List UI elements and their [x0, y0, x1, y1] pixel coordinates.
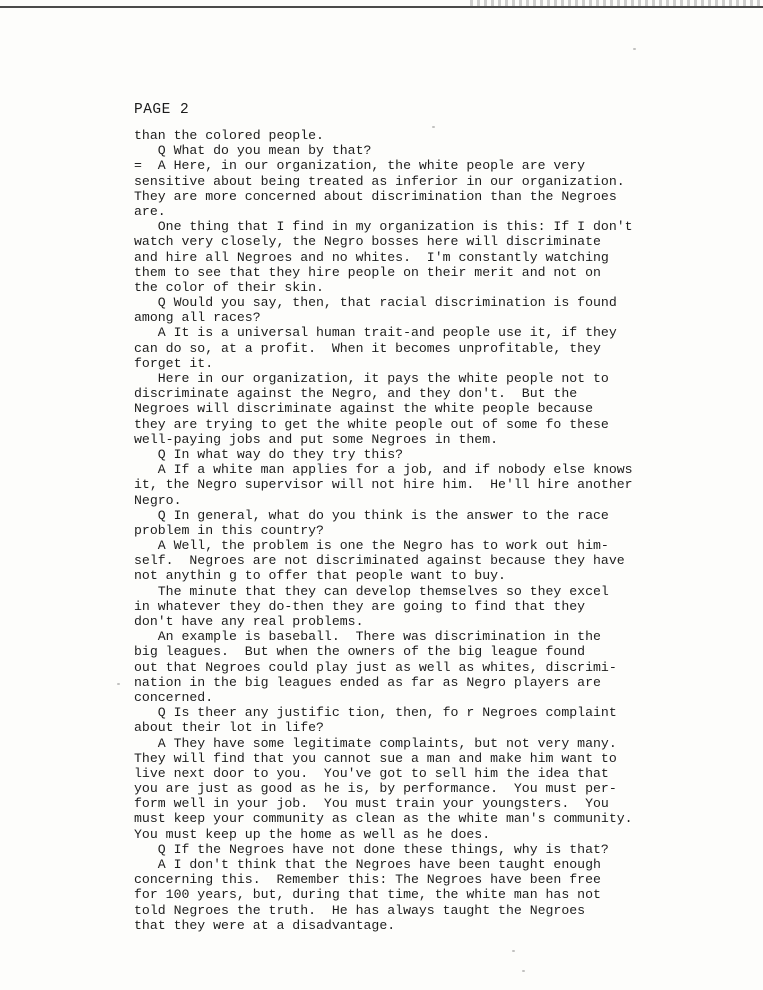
text-line: the color of their skin.: [134, 279, 324, 295]
text-line: told Negroes the truth. He has always taught the Negroes: [134, 902, 586, 918]
text-line: they are trying to get the white people out of some fo these: [134, 416, 609, 432]
text-line: Negroes will discriminate against the white people because: [134, 401, 593, 417]
text-line: big leagues. But when the owners of the big league found: [134, 644, 586, 660]
text-line: Q In general, what do you think is the answer to the race: [134, 507, 609, 523]
text-line: They will find that you cannot sue a man and make him want to: [134, 750, 617, 766]
text-line: One thing that I find in my organization is this: If I don't: [134, 219, 633, 235]
scan-speck: [633, 48, 636, 50]
scan-speck: [432, 126, 435, 128]
text-line: about their lot in life?: [134, 720, 324, 736]
text-line: Here in our organization, it pays the white people not to: [134, 371, 609, 386]
text-line: A I don't think that the Negroes have been taught enough: [134, 857, 601, 872]
text-line: that they were at a disadvantage.: [134, 917, 396, 933]
text-line: = A Here, in our organization, the white people are very: [134, 158, 586, 174]
text-line: sensitive about being treated as inferior in our organization.: [134, 173, 625, 189]
text-line: A It is a universal human trait-and people use it, if they: [134, 325, 617, 341]
transcript-body: [134, 128, 704, 933]
scan-speck: [512, 950, 515, 952]
text-line: problem in this country?: [134, 522, 324, 538]
text-line: and hire all Negroes and no whites. I'm constantly watching: [134, 249, 609, 265]
text-line: can do so, at a profit. When it becomes unprofitable, they: [134, 340, 601, 356]
text-line: it, the Negro supervisor will not hire him. He'll hire another: [134, 477, 633, 493]
text-line: Q Is theer any justific tion, then, fo r Negroes complaint: [134, 705, 617, 721]
text-line: Q In what way do they try this?: [134, 446, 404, 462]
text-line: in whatever they do-then they are going to find that they: [134, 598, 586, 614]
text-line: forget it.: [134, 355, 214, 371]
text-line: discriminate against the Negro, and they don't. But the: [134, 386, 578, 402]
text-line: A Well, the problem is one the Negro has to work out him-: [134, 538, 609, 554]
text-line: than the colored people.: [134, 128, 324, 143]
text-line: form well in your job. You must train your youngsters. You: [134, 796, 609, 812]
text-line: Q Would you say, then, that racial discrimination is found: [134, 295, 617, 311]
text-line: for 100 years, but, during that time, the white man has not: [134, 887, 601, 903]
text-line: A If a white man applies for a job, and if nobody else knows: [134, 462, 633, 478]
text-line: well-paying jobs and put some Negroes in them.: [134, 431, 499, 447]
text-line: Negro.: [134, 492, 182, 508]
text-line: self. Negroes are not discriminated against because they have: [134, 553, 625, 569]
text-line: concerned.: [134, 689, 214, 705]
scan-speck: [522, 970, 525, 972]
text-line: Q What do you mean by that?: [134, 143, 372, 159]
text-line: live next door to you. You've got to sell him the idea that: [134, 765, 609, 781]
text-line: don't have any real problems.: [134, 614, 364, 629]
text-line: A They have some legitimate complaints, but not very many.: [134, 735, 617, 751]
text-line: are.: [134, 203, 166, 219]
text-line: watch very closely, the Negro bosses here will discriminate: [134, 234, 601, 250]
scan-speck: [117, 683, 120, 685]
text-line: concerning this. Remember this: The Negroes have been free: [134, 872, 601, 888]
text-line: You must keep up the home as well as he does.: [134, 826, 491, 842]
text-line: must keep your community as clean as the white man's community.: [134, 811, 633, 827]
text-line: not anythin g to offer that people want to buy.: [134, 568, 506, 584]
top-border-line: [0, 6, 763, 8]
text-line: The minute that they can develop themselves so they excel: [134, 583, 609, 599]
top-edge-artifact: [470, 0, 763, 6]
text-line: Q If the Negroes have not done these things, why is that?: [134, 841, 609, 857]
text-line: nation in the big leagues ended as far as Negro players are: [134, 674, 601, 690]
text-line: out that Negroes could play just as well as whites, discrimi-: [134, 659, 617, 675]
text-line: An example is baseball. There was discrimination in the: [134, 629, 601, 645]
page-number-heading: PAGE 2: [134, 102, 190, 118]
text-line: you are just as good as he is, by performance. You must per-: [134, 781, 617, 797]
text-line: them to see that they hire people on their merit and not on: [134, 264, 601, 280]
text-line: among all races?: [134, 310, 261, 326]
text-line: They are more concerned about discrimination than the Negroes: [134, 188, 617, 204]
